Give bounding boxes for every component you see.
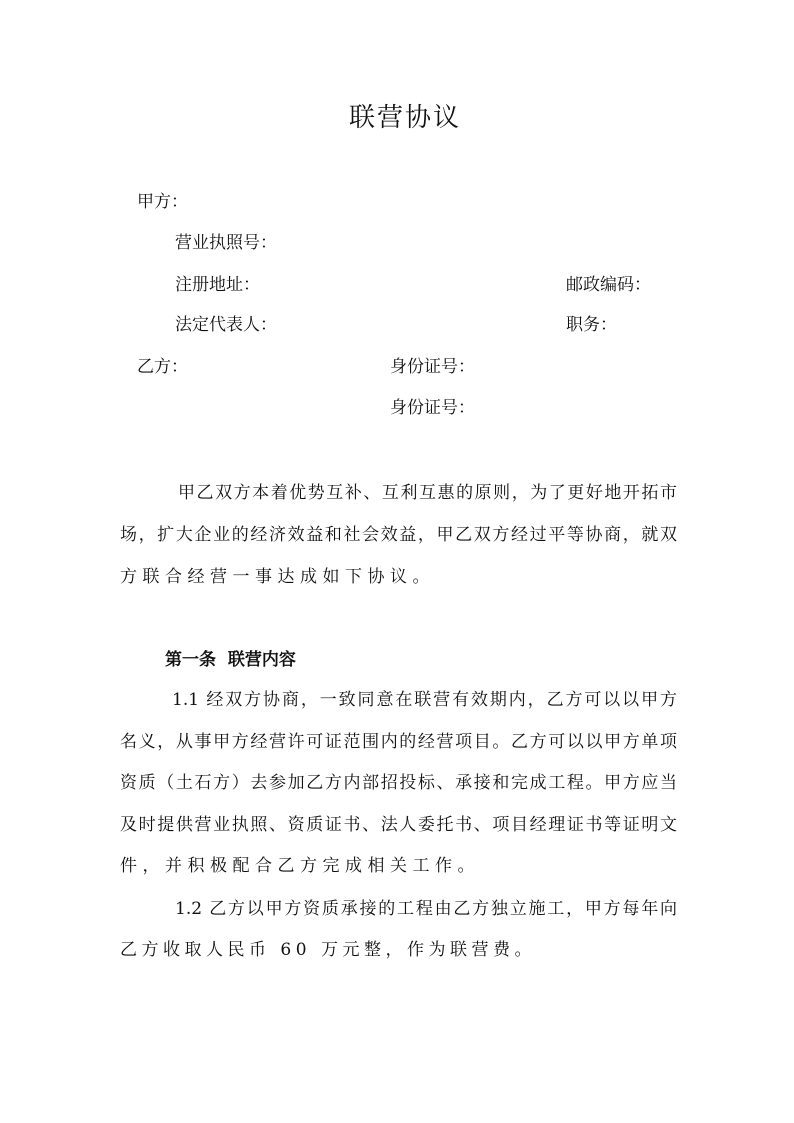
party-b-label: 乙方： [137, 357, 188, 377]
preamble-line: 方联合经营一事达成如下协议。 [120, 567, 435, 587]
clause-line: 1.1 经双方协商，一致同意在联营有效期内，乙方可以以甲方 [172, 690, 677, 710]
license-no-label: 营业执照号： [175, 233, 277, 253]
position-label: 职务： [566, 315, 617, 335]
clause-line: 1.2 乙方以甲方资质承接的工程由乙方独立施工，甲方每年向 [175, 899, 677, 919]
postal-code-label: 邮政编码： [566, 275, 651, 295]
party-a-label: 甲方： [137, 192, 188, 212]
document-title: 联营协议 [348, 103, 461, 133]
id-no-label: 身份证号： [390, 357, 475, 377]
clause-line: 乙方收取人民币 60 万元整，作为联营费。 [120, 940, 536, 960]
clause-line: 资质（土石方）去参加乙方内部招投标、承接和完成工程。甲方应当 [120, 773, 677, 793]
id-no-label: 身份证号： [390, 398, 475, 418]
preamble-line: 场，扩大企业的经济效益和社会效益，甲乙双方经过平等协商，就双 [120, 525, 677, 545]
clause-line: 名义，从事甲方经营许可证范围内的经营项目。乙方可以以甲方单项 [120, 732, 677, 752]
legal-rep-label: 法定代表人： [175, 315, 277, 335]
article-1-heading: 第一条 联营内容 [165, 650, 296, 670]
clause-line: 件，并积极配合乙方完成相关工作。 [120, 856, 480, 876]
clause-line: 及时提供营业执照、资质证书、法人委托书、项目经理证书等证明文 [120, 815, 677, 835]
preamble-line: 甲乙双方本着优势互补、互利互惠的原则，为了更好地开拓市 [178, 483, 677, 503]
reg-address-label: 注册地址： [175, 275, 260, 295]
